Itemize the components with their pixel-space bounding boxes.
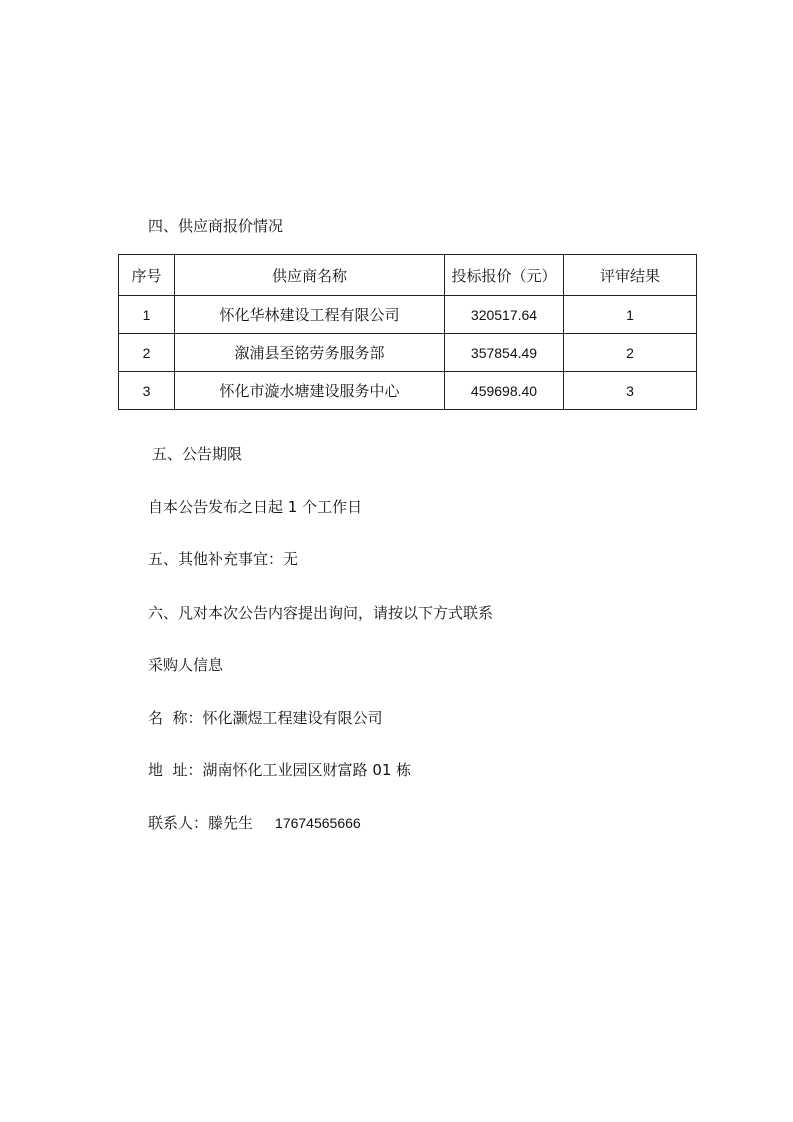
header-bid-price: 投标报价（元） — [445, 255, 564, 296]
buyer-address-line — [148, 760, 411, 780]
buyer-contact-phone: 17674565666 — [275, 815, 361, 831]
buyer-contact-line — [148, 813, 361, 833]
buyer-contact-label: 联系人： — [148, 814, 209, 832]
buyer-address-value: 湖南怀化工业园区财富路 01 栋 — [202, 761, 412, 779]
table-header-row — [119, 255, 697, 296]
supplier-quote-table — [118, 254, 697, 410]
row-serial-number: 1 — [119, 296, 175, 334]
row-supplier-name: 怀化华林建设工程有限公司 — [175, 296, 445, 334]
other-matters-text: 五、其他补充事宜：无 — [148, 550, 299, 568]
header-review-result: 评审结果 — [564, 255, 697, 296]
row-bid-price: 459698.40 — [445, 372, 564, 410]
row-review-result: 1 — [564, 296, 697, 334]
row-serial-number: 3 — [119, 372, 175, 410]
table-row — [119, 296, 697, 334]
row-bid-price: 320517.64 — [445, 296, 564, 334]
notice-period-text: 自本公告发布之日起 1 个工作日 — [148, 498, 363, 516]
table-row — [119, 334, 697, 372]
section-title-supplier-quotes: 四、供应商报价情况 — [148, 217, 284, 235]
header-serial-number: 序号 — [119, 255, 175, 296]
buyer-contact-name: 滕先生 — [208, 814, 254, 832]
header-supplier-name: 供应商名称 — [175, 255, 445, 296]
section-title-notice-period: 五、公告期限 — [152, 445, 243, 463]
row-bid-price: 357854.49 — [445, 334, 564, 372]
buyer-name-label: 名 称： — [148, 709, 203, 727]
inquiry-contact-text: 六、凡对本次公告内容提出询问，请按以下方式联系 — [148, 604, 494, 622]
buyer-address-label: 地 址： — [148, 761, 203, 779]
row-serial-number: 2 — [119, 334, 175, 372]
row-review-result: 3 — [564, 372, 697, 410]
buyer-name-line — [148, 708, 383, 728]
table-row — [119, 372, 697, 410]
buyer-name-value: 怀化灏煜工程建设有限公司 — [202, 709, 383, 727]
row-supplier-name: 怀化市漩水塘建设服务中心 — [175, 372, 445, 410]
row-review-result: 2 — [564, 334, 697, 372]
row-supplier-name: 溆浦县至铭劳务服务部 — [175, 334, 445, 372]
buyer-info-title: 采购人信息 — [148, 656, 224, 674]
